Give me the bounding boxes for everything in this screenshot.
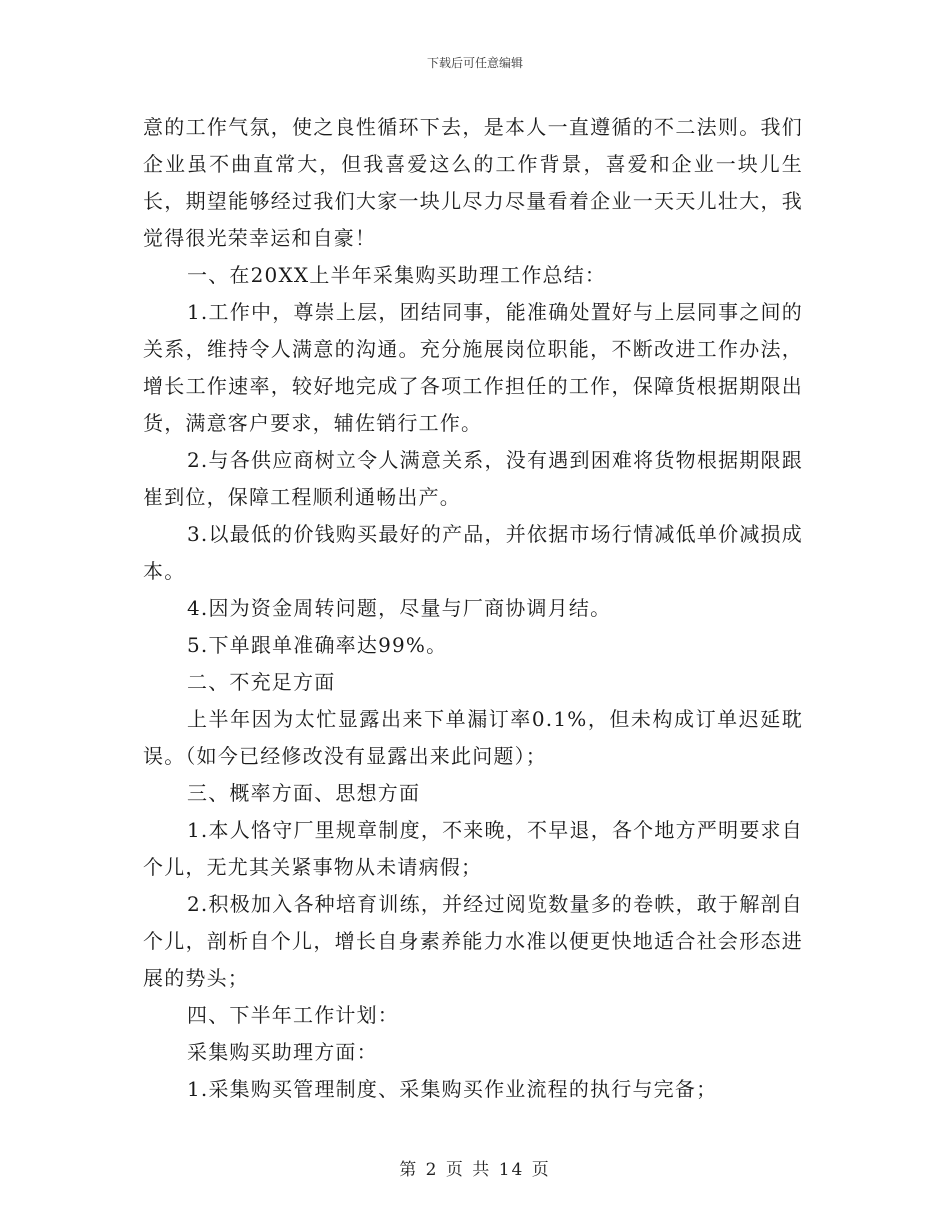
section-heading-2: 二、不充足方面: [187, 670, 336, 694]
page-footer: 第 2 页 共 14 页: [399, 1160, 551, 1180]
document-body: [143, 109, 803, 1108]
list-item-3-1: 1.本人恪守厂里规章制度，不来晚，不早退，各个地方严明要求自个儿，无尤其关紧事物从未请病假；: [143, 818, 803, 879]
list-item-1-4: 4.因为资金周转问题，尽量与厂商协调月结。: [187, 596, 612, 620]
section-heading-3: 三、概率方面、思想方面: [187, 781, 421, 805]
list-item-1-1: 1.工作中，尊崇上层，团结同事，能准确处置好与上层同事之间的关系，维持令人满意的沟通。充分施展岗位职能，不断改进工作办法，增长工作速率，较好地完成了各项工作担任的工作，保障货根据期限出货，满意客户要求，辅佐销行工作。: [143, 300, 803, 435]
subsection-heading: 采集购买助理方面：: [187, 1040, 378, 1064]
section-heading-4: 四、下半年工作计划：: [187, 1003, 399, 1027]
list-item-1-3: 3.以最低的价钱购买最好的产品，并依据市场行情减低单价减损成本。: [143, 522, 803, 583]
section-heading-1: 一、在20XX上半年采集购买助理工作总结：: [187, 263, 607, 287]
list-item-3-2: 2.积极加入各种培育训练，并经过阅览数量多的卷帙，敢于解剖自个儿，剖析自个儿，增长自身素养能力水准以便更快地适合社会形态进展的势头；: [143, 892, 803, 990]
paragraph-shortcomings: 上半年因为太忙显露出来下单漏订率0.1%，但未构成订单迟延耽误。（如今已经修改没有显露出来此问题）；: [143, 707, 803, 768]
paragraph-continuation: 意的工作气氛，使之良性循环下去，是本人一直遵循的不二法则。我们企业虽不曲直常大，但我喜爱这么的工作背景，喜爱和企业一块儿生长，期望能够经过我们大家一块儿尽力尽量看着企业一天天儿壮大，我觉得很光荣幸运和自豪！: [143, 115, 803, 250]
list-item-1-2: 2.与各供应商树立令人满意关系，没有遇到困难将货物根据期限跟崔到位，保障工程顺利通畅出产。: [143, 448, 803, 509]
list-item-1-5: 5.下单跟单准确率达99%。: [187, 633, 448, 657]
page-header: 下载后可任意编辑: [426, 56, 523, 70]
list-item-4-1: 1.采集购买管理制度、采集购买作业流程的执行与完备；: [187, 1077, 718, 1101]
